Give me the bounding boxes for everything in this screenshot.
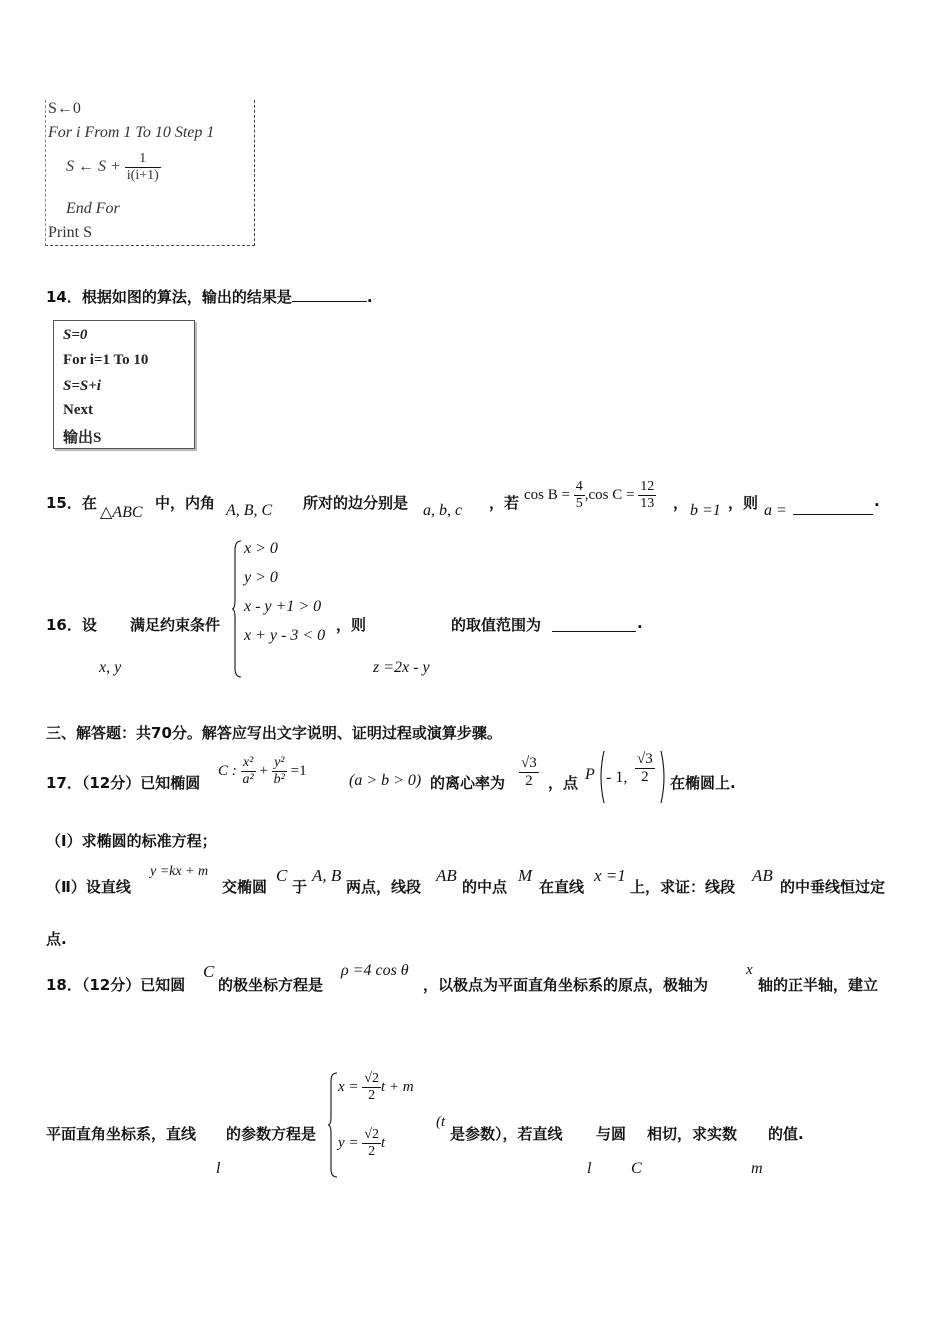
- q18-p8: 与圆: [596, 1125, 627, 1143]
- q17-p1: 17．（12分）已知椭圆: [46, 774, 201, 792]
- q15-p4: ，若: [489, 494, 520, 512]
- q16-left-brace: [232, 540, 242, 678]
- q17-ii-5: 的中点: [462, 878, 508, 896]
- q16-constraint-2: y > 0: [244, 569, 278, 586]
- q18-t: (t: [436, 1114, 446, 1130]
- q18-x-lhs: x =: [338, 1078, 359, 1095]
- q18-y-lhs: y =: [338, 1134, 359, 1151]
- q15-cosB-num: 4: [575, 479, 583, 494]
- q17-ii-8: 的中垂线恒过定: [780, 878, 886, 896]
- q18-x-frac-num: √2: [364, 1071, 379, 1086]
- q18-x-frac-den: 2: [368, 1088, 376, 1103]
- q17-left-paren: [597, 750, 605, 804]
- q18-p5: 平面直角坐标系，直线: [46, 1125, 197, 1143]
- q18-line-2: [46, 1070, 826, 1185]
- q15-a-eq: a =: [764, 502, 787, 519]
- q17-y-frac: [272, 756, 287, 787]
- q15-cosC-den: 13: [640, 496, 655, 511]
- q17-ii-line-eq: y =kx + m: [150, 864, 209, 879]
- q17-p4: 在椭圆上.: [670, 774, 736, 792]
- q18-x-frac: [362, 1072, 381, 1103]
- q17-ii-4: 两点，线段: [346, 878, 422, 896]
- q16-answer-blank: [552, 617, 636, 632]
- box1-frac-den: i(i+1): [126, 168, 159, 183]
- q17-x2: x²: [241, 756, 256, 772]
- q17-eccentricity: [519, 756, 539, 789]
- q17-x-frac: [241, 756, 256, 787]
- box1-fraction: [125, 152, 161, 183]
- q17-condition: (a > b > 0): [349, 772, 422, 789]
- q16-p3: ，则: [336, 616, 367, 634]
- q17-part-ii: [46, 862, 916, 902]
- q17-ii-1: （Ⅱ）设直线: [46, 878, 131, 896]
- box2-line-5: 输出S: [63, 430, 102, 446]
- q16-constraint-4: x + y - 3 < 0: [244, 627, 326, 644]
- q17-a2: a²: [242, 772, 254, 787]
- q17-ii-AB3: AB: [752, 866, 773, 885]
- q17-point-x: - 1,: [606, 769, 628, 786]
- q15-sides: a, b, c: [423, 502, 463, 519]
- q16-constraint-3: x - y +1 > 0: [244, 598, 322, 615]
- q14-answer-blank: [292, 287, 367, 302]
- q15-cosB-den: 5: [575, 496, 583, 511]
- q18-p6: 的参数方程是: [226, 1125, 317, 1143]
- q16-p4: 的取值范围为: [451, 616, 542, 634]
- q17-ii-x1: x =1: [594, 866, 626, 885]
- q18-p4: 轴的正半轴，建立: [758, 976, 879, 994]
- box2-line-3: S=S+i: [63, 378, 101, 394]
- q17-p3: ，点: [548, 774, 579, 792]
- q15-cos-expression: [524, 480, 656, 511]
- q17-ii-7: 上，求证：线段: [630, 878, 736, 896]
- q17-ii-M: M: [518, 866, 533, 885]
- q14-end: .: [366, 288, 373, 306]
- q16-end: .: [637, 614, 643, 632]
- q18-y-equation: [338, 1128, 385, 1159]
- q18-m: m: [751, 1160, 763, 1177]
- q18-rho: ρ =4 cos θ: [341, 962, 409, 979]
- q18-left-brace: [328, 1072, 338, 1178]
- q18-C: C: [203, 962, 215, 981]
- q18-x-rhs: t + m: [380, 1078, 414, 1095]
- q17-e-num: √3: [521, 755, 537, 771]
- q17-point-label: P: [585, 766, 595, 783]
- q15-b-eq: b =1: [690, 502, 721, 519]
- q17-p2: 的离心率为: [430, 774, 506, 792]
- q17-b2: b²: [273, 772, 285, 787]
- box2-line-1: S=0: [63, 327, 88, 343]
- q17-pt-num: √3: [637, 751, 653, 767]
- q17-pt-den: 2: [641, 769, 649, 785]
- algorithm-box-2: [53, 320, 195, 449]
- q15-cosB-frac: [574, 480, 585, 511]
- q18-y-frac-den: 2: [368, 1144, 376, 1159]
- q17-right-paren: [660, 750, 668, 804]
- q18-x-equation: [338, 1072, 414, 1103]
- q18-y-frac: [362, 1128, 381, 1159]
- q18-p7: 是参数），若直线: [450, 1125, 563, 1143]
- box2-line-2: For i=1 To 10: [63, 352, 149, 368]
- q17-ii-6: 在直线: [539, 878, 585, 896]
- box1-line-5: Print S: [48, 224, 93, 241]
- question-14: [46, 286, 373, 307]
- q18-p1: 18．（12分）已知圆: [46, 976, 186, 994]
- box1-frac-num: 1: [125, 152, 161, 168]
- q16-constraint-1: x > 0: [244, 540, 278, 557]
- q17-plus: +: [259, 762, 268, 779]
- q15-angles: A, B, C: [226, 502, 273, 519]
- box1-line-2: For i From 1 To 10 Step 1: [48, 124, 215, 141]
- q17-ii-9: 点.: [46, 930, 67, 948]
- q18-p2: 的极坐标方程是: [218, 976, 324, 994]
- q15-cosB: cos B =: [524, 486, 570, 503]
- q16-p1: 16．设: [46, 616, 97, 634]
- box1-line-4: End For: [66, 200, 120, 217]
- q16-z-expression: z =2x - y: [373, 659, 430, 676]
- q15-p2: 中，内角: [155, 494, 216, 512]
- question-18: [46, 960, 916, 1000]
- q18-C2: C: [631, 1160, 642, 1177]
- q15-cosC: ,cos C =: [584, 486, 635, 503]
- q17-ii-3: 于: [292, 878, 308, 896]
- q17-part-i: （Ⅰ）求椭圆的标准方程；: [46, 832, 217, 850]
- q15-p3: 所对的边分别是: [303, 494, 409, 512]
- q17-eq1: =1: [290, 762, 307, 779]
- box1-line-1: S←0: [48, 100, 81, 117]
- box2-line-4: Next: [63, 402, 93, 418]
- q18-l2: l: [587, 1160, 592, 1177]
- q18-p9: 相切，求实数: [647, 1125, 738, 1143]
- q15-p1: 15．在: [46, 494, 97, 512]
- q15-cosC-num: 12: [640, 479, 655, 494]
- q15-p5: ，: [673, 494, 689, 512]
- q16-p2: 满足约束条件: [130, 616, 221, 634]
- q15-p6: ，则: [728, 494, 759, 512]
- q16-vars: x, y: [99, 659, 122, 676]
- q18-p10: 的值.: [768, 1125, 804, 1143]
- q17-ii-C: C: [276, 866, 288, 885]
- q15-answer-blank: [793, 500, 873, 515]
- q15-cosC-frac: [638, 480, 656, 511]
- q15-end: .: [874, 492, 880, 510]
- q17-ellipse-equation: [218, 756, 307, 787]
- q14-text: 14．根据如图的算法，输出的结果是: [46, 288, 292, 306]
- q17-point-y-frac: [635, 752, 655, 785]
- q17-ii-AB2: AB: [436, 866, 457, 885]
- question-17: [46, 750, 766, 810]
- box1-line-3-lhs: S ← S +: [66, 158, 121, 176]
- q17-ii-2: 交椭圆: [222, 878, 268, 896]
- q18-y-rhs: t: [380, 1134, 386, 1151]
- q17-y2: y²: [272, 756, 287, 772]
- box1-line-3: [66, 152, 161, 183]
- q18-p3: ，以极点为平面直角坐标系的原点，极轴为: [423, 976, 709, 994]
- section-3-heading: 三、解答题：共70分。解答应写出文字说明、证明过程或演算步骤。: [46, 724, 502, 742]
- q17-ii-AB: A, B: [312, 866, 342, 885]
- q18-y-frac-num: √2: [364, 1127, 379, 1142]
- algorithm-box-1: [45, 100, 255, 246]
- q17-ellipse-label: C :: [218, 762, 237, 779]
- question-16: [46, 538, 666, 683]
- q18-x: x: [746, 962, 753, 978]
- q15-triangle: △ABC: [100, 504, 143, 521]
- q17-e-den: 2: [525, 773, 533, 789]
- q18-l1: l: [216, 1160, 221, 1177]
